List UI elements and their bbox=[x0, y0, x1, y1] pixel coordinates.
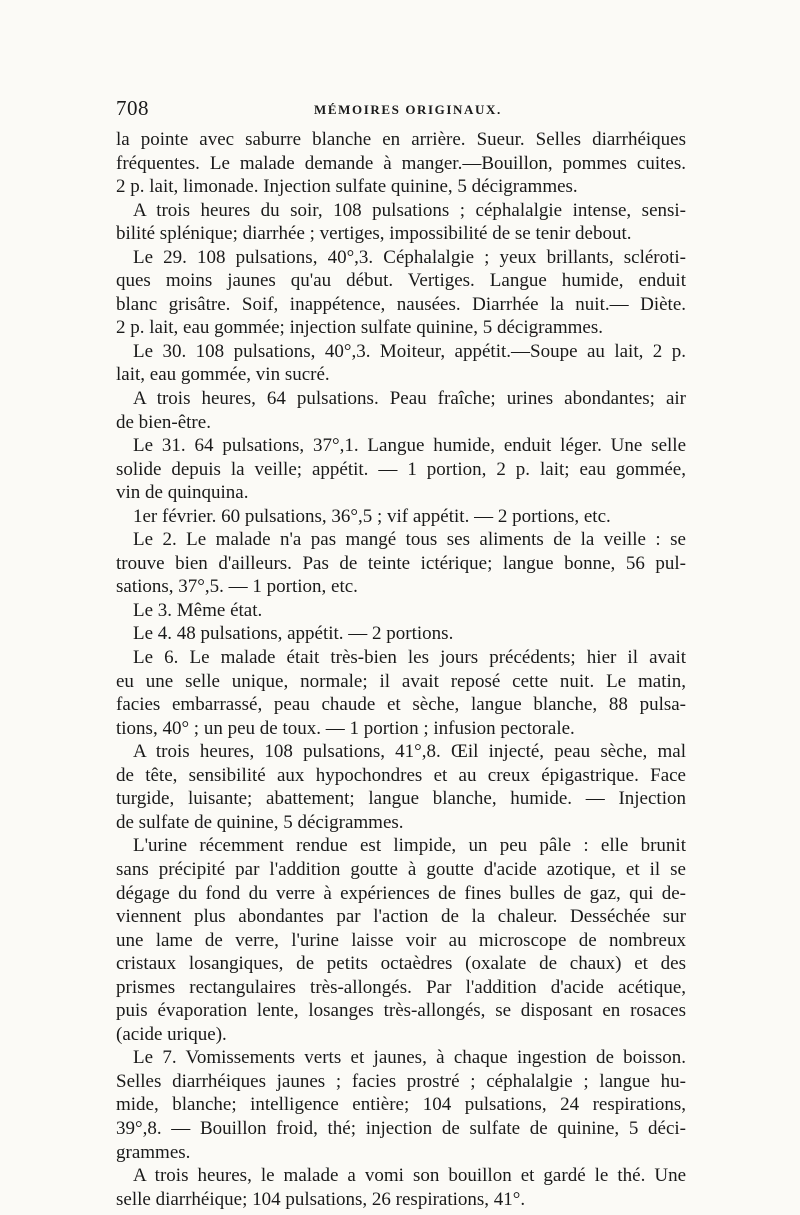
text-line: ques moins jaunes qu'au début. Vertiges. Langue humide, enduit bbox=[116, 270, 686, 292]
book-page bbox=[116, 96, 686, 1211]
body-text bbox=[116, 128, 686, 1211]
text-line: de sulfate de quinine, 5 décigrammes. bbox=[116, 811, 404, 833]
text-line: fréquentes. Le malade demande à manger.—Bouillon, pommes cuites. bbox=[116, 152, 686, 174]
text-line: sations, 37°,5. — 1 portion, etc. bbox=[116, 576, 358, 598]
text-line: Selles diarrhéiques jaunes ; facies prostré ; céphalalgie ; langue hu- bbox=[116, 1070, 686, 1092]
text-line: Le 6. Le malade était très-bien les jours précédents; hier il avait bbox=[133, 647, 686, 669]
text-line: cristaux losangiques, de petits octaèdres (oxalate de chaux) et des bbox=[116, 953, 686, 975]
text-line: prismes rectangulaires très-allongés. Par l'addition d'acide acétique, bbox=[116, 976, 686, 998]
page-number: 708 bbox=[116, 96, 149, 120]
running-title: MÉMOIRES ORIGINAUX. bbox=[314, 102, 502, 117]
text-line: facies embarrassé, peau chaude et sèche, langue blanche, 88 pulsa- bbox=[116, 694, 686, 716]
text-line: selle diarrhéique; 104 pulsations, 26 respirations, 41°. bbox=[116, 1188, 526, 1210]
text-line: Le 29. 108 pulsations, 40°,3. Céphalalgie ; yeux brillants, scléroti- bbox=[133, 246, 686, 268]
text-line: Le 7. Vomissements verts et jaunes, à chaque ingestion de boisson. bbox=[133, 1047, 686, 1069]
text-line: A trois heures du soir, 108 pulsations ; céphalalgie intense, sensi- bbox=[133, 199, 686, 221]
text-line: viennent plus abondantes par l'action de la chaleur. Desséchée sur bbox=[116, 906, 686, 928]
text-line: 39°,8. — Bouillon froid, thé; injection de sulfate de quinine, 5 déci- bbox=[116, 1117, 686, 1139]
text-line: (acide urique). bbox=[116, 1023, 227, 1045]
text-line: bilité splénique; diarrhée ; vertiges, impossibilité de se tenir debout. bbox=[116, 223, 632, 245]
text-line: lait, eau gommée, vin sucré. bbox=[116, 364, 330, 386]
text-line: de bien-être. bbox=[116, 411, 211, 433]
running-head bbox=[116, 96, 686, 124]
text-line: Le 2. Le malade n'a pas mangé tous ses aliments de la veille : se bbox=[133, 529, 686, 551]
text-line: puis évaporation lente, losanges très-allongés, se disposant en rosaces bbox=[116, 1000, 686, 1022]
text-line: A trois heures, 108 pulsations, 41°,8. Œil injecté, peau sèche, mal bbox=[133, 741, 686, 763]
text-line: dégage du fond du verre à expériences de fines bulles de gaz, qui de- bbox=[116, 882, 686, 904]
text-line: blanc grisâtre. Soif, inappétence, nausées. Diarrhée la nuit.— Diète. bbox=[116, 293, 686, 315]
text-line: de tête, sensibilité aux hypochondres et au creux épigastrique. Face bbox=[116, 764, 686, 786]
text-line: solide depuis la veille; appétit. — 1 portion, 2 p. lait; eau gommée, bbox=[116, 458, 686, 480]
text-line: 2 p. lait, limonade. Injection sulfate quinine, 5 décigrammes. bbox=[116, 176, 578, 198]
text-line: Le 4. 48 pulsations, appétit. — 2 portions. bbox=[133, 623, 454, 645]
text-line: trouve bien d'ailleurs. Pas de teinte ictérique; langue bonne, 56 pul- bbox=[116, 552, 686, 574]
text-line: 1er février. 60 pulsations, 36°,5 ; vif appétit. — 2 portions, etc. bbox=[133, 505, 611, 527]
text-line: tions, 40° ; un peu de toux. — 1 portion ; infusion pectorale. bbox=[116, 717, 575, 739]
text-line: A trois heures, 64 pulsations. Peau fraîche; urines abondantes; air bbox=[133, 388, 686, 410]
text-line: la pointe avec saburre blanche en arrière. Sueur. Selles diarrhéiques bbox=[116, 129, 686, 150]
text-line: L'urine récemment rendue est limpide, un peu pâle : elle brunit bbox=[133, 835, 686, 857]
text-line: vin de quinquina. bbox=[116, 482, 249, 504]
text-line: eu une selle unique, normale; il avait reposé cette nuit. Le matin, bbox=[116, 670, 686, 692]
text-line: mide, blanche; intelligence entière; 104 pulsations, 24 respirations, bbox=[116, 1094, 686, 1116]
text-line: grammes. bbox=[116, 1141, 191, 1163]
text-line: Le 31. 64 pulsations, 37°,1. Langue humide, enduit léger. Une selle bbox=[133, 435, 686, 457]
text-line: turgide, luisante; abattement; langue blanche, humide. — Injection bbox=[116, 788, 686, 810]
text-line: 2 p. lait, eau gommée; injection sulfate quinine, 5 décigrammes. bbox=[116, 317, 603, 339]
text-line: sans précipité par l'addition goutte à goutte d'acide azotique, et il se bbox=[116, 858, 686, 880]
text-line: une lame de verre, l'urine laisse voir au microscope de nombreux bbox=[116, 929, 686, 951]
text-line: A trois heures, le malade a vomi son bouillon et gardé le thé. Une bbox=[133, 1165, 686, 1187]
text-line: Le 3. Même état. bbox=[133, 599, 263, 621]
text-line: Le 30. 108 pulsations, 40°,3. Moiteur, appétit.—Soupe au lait, 2 p. bbox=[133, 340, 686, 362]
